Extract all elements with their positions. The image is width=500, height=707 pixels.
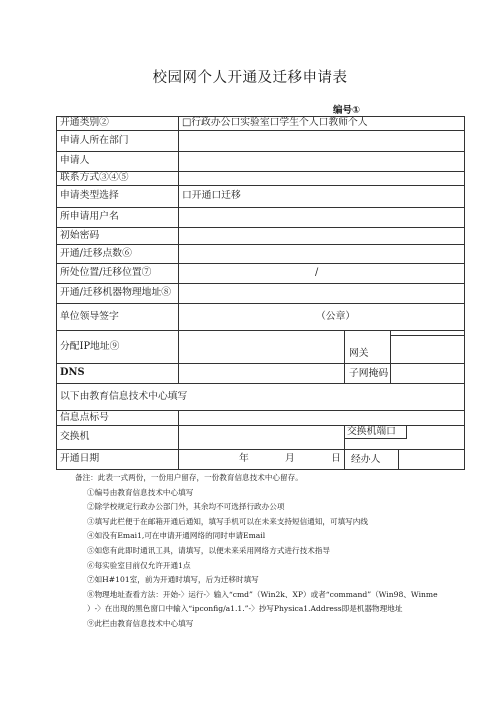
it-section-label-text: 以下由教育信息技术中心填写 bbox=[60, 390, 188, 402]
applicant-field[interactable] bbox=[179, 152, 465, 172]
mac-field[interactable] bbox=[179, 284, 465, 304]
notes-section bbox=[62, 471, 472, 632]
note-2: ②除学校规定行政办公部门外，其余均不可选择行政办公项 bbox=[87, 502, 285, 512]
applicant-label: 申请人 bbox=[57, 152, 179, 172]
note-7: ⑦如H#101室，前为开通时填写，后为迁移时填写 bbox=[87, 575, 259, 585]
year-label: 年 bbox=[239, 453, 249, 465]
mac-label: 开通/迁移机器物理地址⑧ bbox=[57, 284, 179, 304]
note-3: ③填写此栏便于在邮箱开通后通知，填写手机可以在未来支持短信通知，可填写内线 bbox=[87, 516, 368, 526]
ip-label-text: 分配IP地址⑨ bbox=[60, 340, 120, 352]
note-5: ⑤如您有此即时通讯工具，请填写，以便未来采用网络方式进行技术指导 bbox=[87, 545, 330, 555]
note-4: ④如没有Emai1,可在申请开通网络的同时申请Email bbox=[87, 531, 266, 541]
location-field[interactable] bbox=[179, 264, 465, 284]
dept-label: 申请人所在部门 bbox=[57, 131, 179, 152]
location-label: 所处位置/迁移位置⑦ bbox=[57, 264, 179, 284]
switch-port-cell bbox=[345, 426, 465, 450]
switch-label: 交换机 bbox=[57, 426, 179, 450]
it-section-label bbox=[57, 384, 465, 411]
dns-label: DNS bbox=[57, 364, 179, 384]
note-1: ①编号由教育信息技术中心填写 bbox=[87, 487, 194, 497]
type-label: 开通类别② bbox=[57, 117, 179, 131]
handler-label: 经办人 bbox=[345, 450, 399, 469]
date-field[interactable] bbox=[179, 450, 345, 470]
info-point-field[interactable] bbox=[179, 411, 465, 426]
switch-field[interactable] bbox=[179, 426, 345, 450]
serial-number-label: 编号① bbox=[333, 105, 361, 116]
ip-field[interactable] bbox=[179, 331, 345, 364]
switch-port-label: 交换机端口 bbox=[345, 426, 407, 439]
location-separator: / bbox=[315, 267, 319, 279]
application-form-table bbox=[56, 116, 465, 470]
dns-field[interactable] bbox=[179, 364, 345, 384]
note-9: ⑨此栏由教育信息技术中心填写 bbox=[87, 618, 194, 628]
gateway-label: 网关 bbox=[349, 348, 369, 360]
note-6: ⑥每实验室目前仅允许开通1点 bbox=[87, 560, 191, 570]
note-8-continued: ）-〉在出现的黑色窗口中输入“ipconfig/a1.1.”-〉抄写Physica1.Address即是机器物理地址 bbox=[87, 604, 403, 614]
username-field[interactable] bbox=[179, 208, 465, 228]
password-label: 初始密码 bbox=[57, 228, 179, 245]
request-type-options[interactable]: 口开通口迁移 bbox=[179, 186, 465, 208]
day-label: 日 bbox=[331, 453, 341, 465]
form-title: 校园网个人开通及迁移申请表 bbox=[152, 70, 348, 86]
request-type-label: 申请类型选择 bbox=[57, 186, 179, 208]
ip-label bbox=[57, 331, 179, 364]
leader-sign-label: 单位领导签字 bbox=[57, 304, 179, 331]
leader-sign-field[interactable] bbox=[179, 304, 465, 331]
info-point-label: 信息点标号 bbox=[57, 411, 179, 426]
contact-field[interactable] bbox=[179, 172, 465, 186]
contact-label: 联系方式③④⑤ bbox=[57, 172, 179, 186]
password-field[interactable] bbox=[179, 228, 465, 245]
notes-head: 备注：此表一式两份，一份用户留存，一份教育信息技术中心留存。 bbox=[75, 473, 303, 482]
points-label: 开通/迁移点数⑥ bbox=[57, 245, 179, 264]
username-label: 所申请用户名 bbox=[57, 208, 179, 228]
dept-field[interactable] bbox=[179, 131, 465, 152]
mask-cell bbox=[345, 364, 465, 384]
mask-label: 子网掩码 bbox=[345, 364, 391, 383]
seal-label: （公章） bbox=[316, 310, 356, 322]
date-label: 开通日期 bbox=[57, 450, 179, 470]
handler-cell bbox=[345, 450, 465, 470]
points-field[interactable] bbox=[179, 245, 465, 264]
gateway-cell bbox=[345, 331, 465, 364]
month-label: 月 bbox=[285, 453, 295, 465]
note-8: ⑧物理地址查看方法：开始-〉运行-〉输入“cmd”（Win2k、XP）或者“command”（Win98、Winme bbox=[87, 589, 438, 599]
type-options[interactable]: □行政办公口实验室口学生个人口教师个人 bbox=[179, 117, 465, 131]
